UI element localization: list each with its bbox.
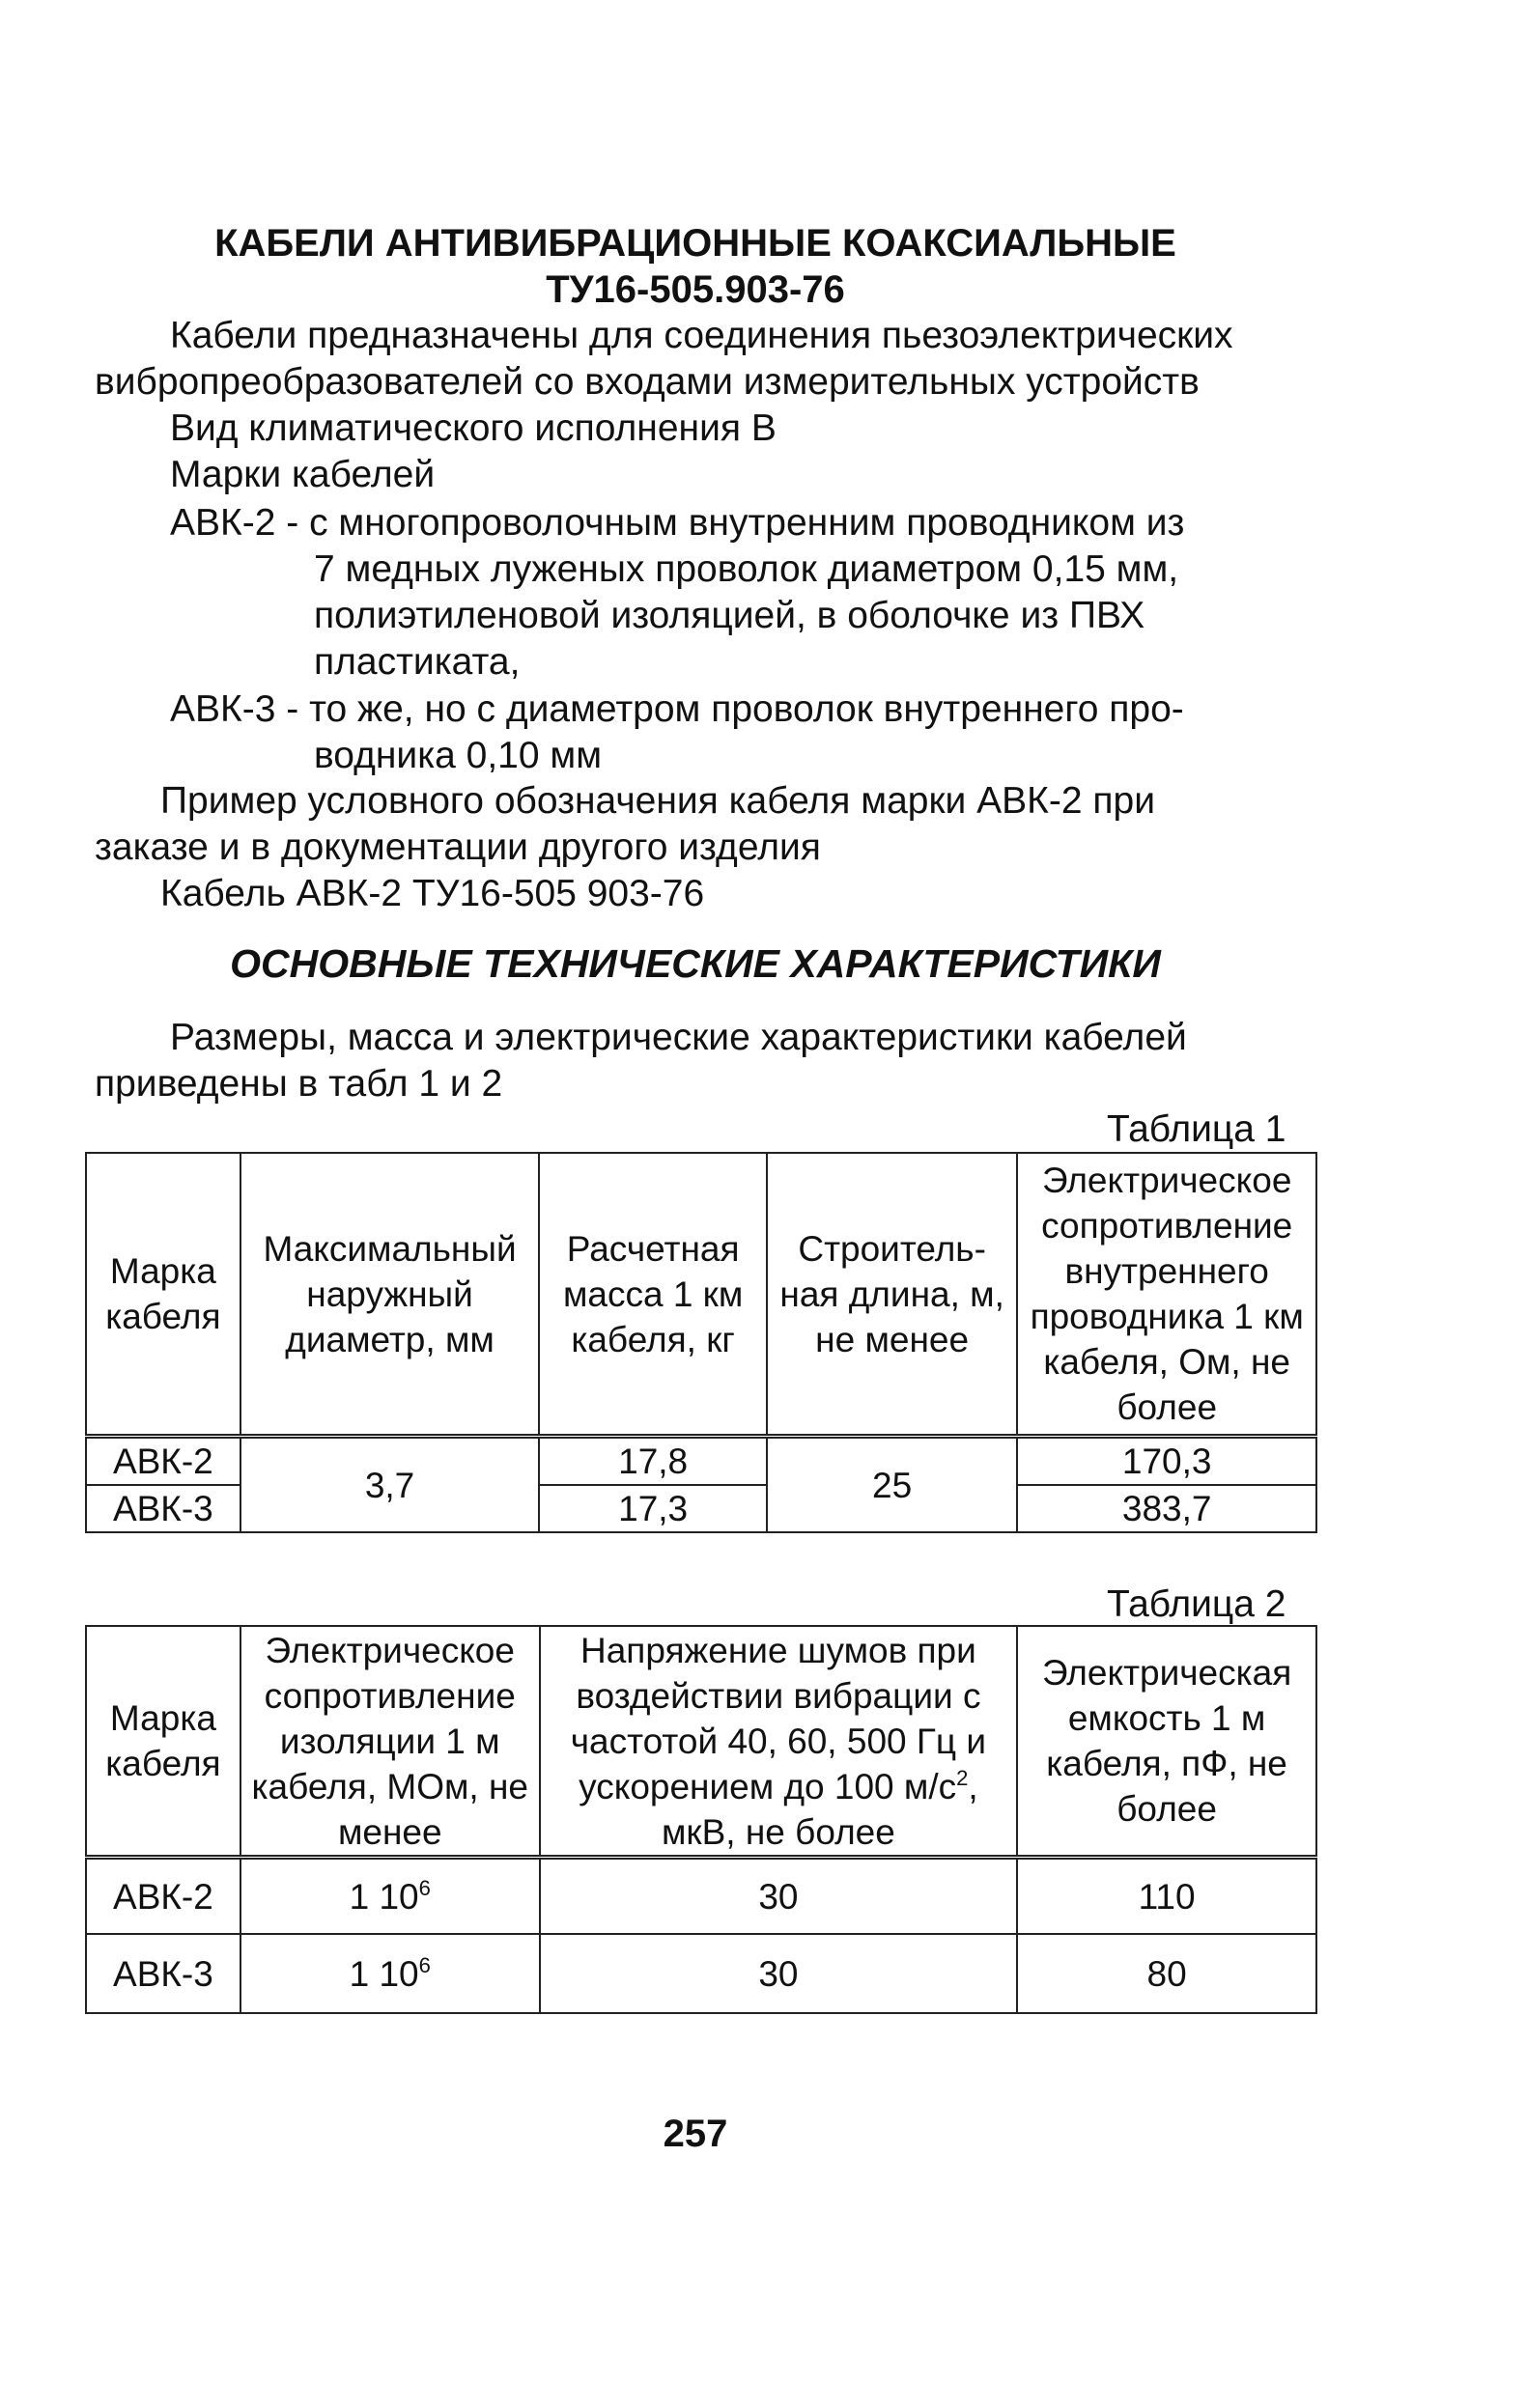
table2-cell-mark: АВК-2 [86,1858,240,1935]
table2-header-noise-exp: 2 [956,1765,969,1790]
table1-cell-mark: АВК-2 [86,1437,240,1486]
table1-cell-mass: 17,3 [539,1485,767,1532]
table2-insulation-exp: 6 [418,1875,431,1900]
table2-header-capacitance: Электрическая емкость 1 м кабеля, пФ, не более [1017,1626,1316,1858]
section-text-line-1: Размеры, масса и электрические характеристики кабелей [170,1017,1187,1058]
section-heading: ОСНОВНЫЕ ТЕХНИЧЕСКИЕ ХАРАКТЕРИСТИКИ [230,941,1161,986]
table-2 [85,1625,1317,2014]
table1-cell-resistance: 383,7 [1017,1485,1316,1532]
marks-heading: Марки кабелей [170,454,436,495]
example-designation: Кабель АВК-2 ТУ16-505 903-76 [160,873,705,914]
table-row [86,1858,1316,1935]
table-1 [85,1152,1317,1533]
table-row [86,1437,1316,1486]
table2-insulation-base: 1 10 [349,1953,419,1994]
document-title: КАБЕЛИ АНТИВИБРАЦИОННЫЕ КОАКСИАЛЬНЫЕ [214,222,1176,265]
table2-cell-insulation [240,1934,540,2013]
table2-cell-insulation [240,1858,540,1935]
page-number: 257 [663,2113,728,2155]
table1-cell-resistance: 170,3 [1017,1437,1316,1486]
table2-cell-noise: 30 [540,1858,1018,1935]
table1-header-row [86,1153,1316,1437]
table2-header-mark: Марка кабеля [86,1626,240,1858]
avk2-description-line-3: полиэтиленовой изоляцией, в оболочке из ПВХ [314,595,1145,636]
table2-insulation-base: 1 10 [349,1876,419,1917]
avk2-description-line-4: пластиката, [314,641,521,683]
climate-text: Вид климатического исполнения В [170,407,777,449]
table1-cell-mass: 17,8 [539,1437,767,1486]
example-text-line-2: заказе и в документации другого изделия [95,826,821,868]
table2-header-insulation: Электрическое сопротивление изоляции 1 м кабеля, МОм, не менее [240,1626,540,1858]
table1-caption: Таблица 1 [1107,1108,1286,1150]
table2-cell-capacitance: 110 [1017,1858,1316,1935]
avk2-description-line-1: АВК-2 - с многопроволочным внутренним проводником из [170,502,1185,544]
table1-header-resistance: Электрическое сопротивление внутреннего проводника 1 км кабеля, Ом, не более [1017,1153,1316,1437]
avk3-description-line-2: водника 0,10 мм [314,735,603,776]
purpose-text-line-2: вибропреобразователей со входами измерительных устройств [95,361,1200,403]
table2-cell-noise: 30 [540,1934,1018,2013]
example-text-line-1: Пример условного обозначения кабеля марки АВК-2 при [160,780,1155,822]
table1-header-mass: Расчетная масса 1 км кабеля, кг [539,1153,767,1437]
table2-insulation-exp: 6 [418,1952,431,1977]
purpose-text-line-1: Кабели предназначены для соединения пьезоэлектрических [170,315,1233,356]
table1-header-diameter: Максимальный наружный диаметр, мм [240,1153,540,1437]
table1-header-length: Строитель-ная длина, м, не менее [767,1153,1017,1437]
table-row [86,1934,1316,2013]
table2-cell-mark: АВК-3 [86,1934,240,2013]
table2-header-row [86,1626,1316,1858]
table2-cell-capacitance: 80 [1017,1934,1316,2013]
table1-cell-length: 25 [767,1437,1017,1533]
avk3-description-line-1: АВК-3 - то же, но с диаметром проволок внутреннего про- [170,688,1184,730]
table1-header-mark: Марка кабеля [86,1153,240,1437]
table1-cell-diameter: 3,7 [240,1437,540,1533]
section-text-line-2: приведены в табл 1 и 2 [95,1063,503,1105]
table1-cell-mark: АВК-3 [86,1485,240,1532]
table2-caption: Таблица 2 [1107,1583,1286,1625]
table2-header-noise-text: Напряжение шумов при воздействии вибрации с частотой 40, 60, 500 Гц и ускорением до 100 м/с [570,1630,987,1806]
document-spec-code: ТУ16-505.903-76 [546,268,845,311]
table2-header-noise-tail: , мкВ, не более [661,1766,978,1852]
avk2-description-line-2: 7 медных луженых проволок диаметром 0,15 мм, [314,548,1179,590]
table2-header-noise [540,1626,1018,1858]
